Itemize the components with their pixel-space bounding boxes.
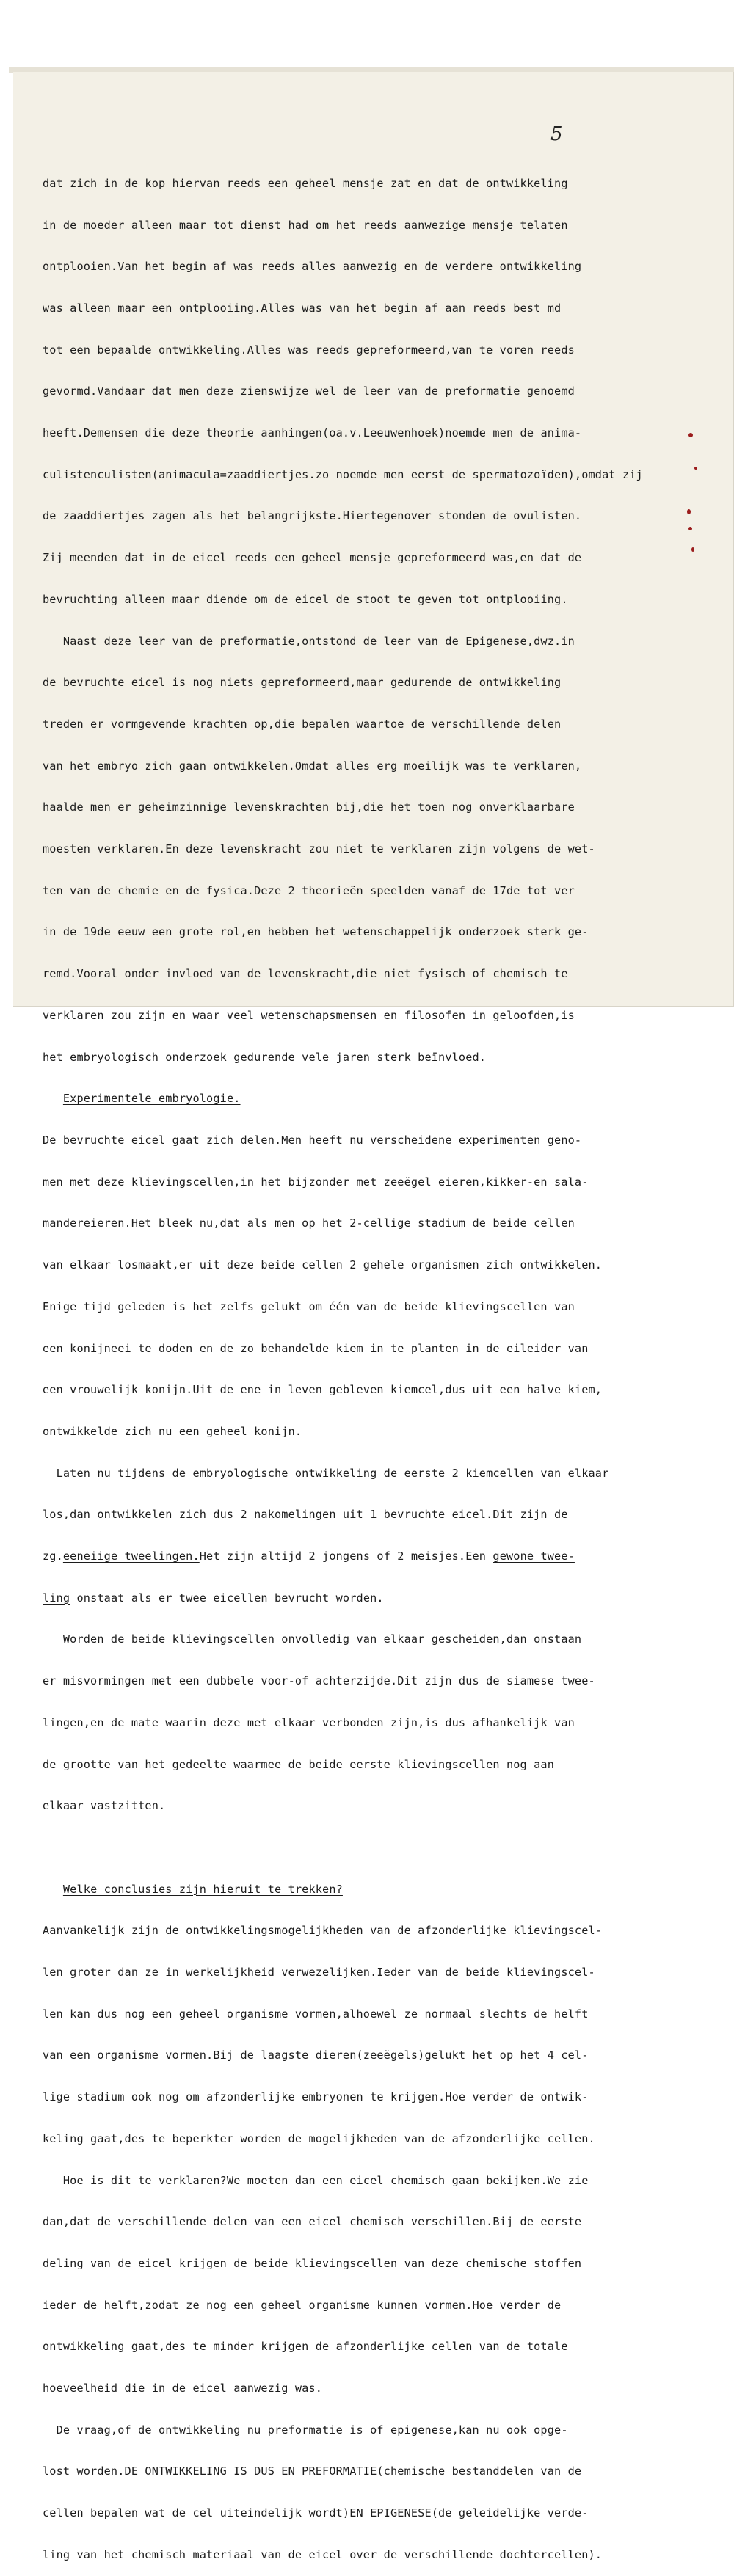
underlined-term-animaculisten: anima- xyxy=(540,426,582,440)
text-line: mandereieren.Het bleek nu,dat als men op het 2-cellige stadium de beide cellen xyxy=(43,1216,575,1230)
section-heading-experimentele xyxy=(43,1092,703,1106)
text-segment: heeft.Demensen die deze theorie aanhingen(oa.v.Leeuwenhoek)noemde men de xyxy=(43,426,541,440)
text-line: Enige tijd geleden is het zelfs gelukt om één van de beide klievingscellen van xyxy=(43,1299,575,1313)
text-line: Naast deze leer van de preformatie,ontstond de leer van de Epigenese,dwz.in xyxy=(43,634,575,648)
text-line: dan,dat de verschillende delen van een eicel chemisch verschillen.Bij de eerste xyxy=(43,2215,582,2229)
ink-stain xyxy=(691,547,694,552)
text-line: van elkaar losmaakt,er uit deze beide cellen 2 gehele organismen zich ontwikkelen. xyxy=(43,1258,603,1272)
blank-line xyxy=(43,1841,703,1855)
text-line: ling van het chemisch materiaal van de eicel over de verschillende dochtercellen). xyxy=(43,2547,603,2561)
text-line: de bevruchte eicel is nog niets gepreformeerd,maar gedurende de ontwikkeling xyxy=(43,676,562,690)
text-segment: onstaat als er twee eicellen bevrucht worden. xyxy=(70,1591,384,1605)
text-line: los,dan ontwikkelen zich dus 2 nakomelingen uit 1 bevruchte eicel.Dit zijn de xyxy=(43,1508,568,1522)
ink-stain xyxy=(688,527,692,530)
ink-stain xyxy=(688,433,693,437)
section-heading-conclusies xyxy=(43,1883,703,1897)
underlined-term-gewone: gewone twee- xyxy=(493,1550,575,1564)
page-number: 5 xyxy=(550,123,563,145)
text-segment: zg. xyxy=(43,1550,63,1564)
text-line: in de moeder alleen maar tot dienst had om het reeds aanwezige mensje telaten xyxy=(43,218,568,232)
underlined-term-culisten: culisten xyxy=(43,467,98,481)
underlined-term-lingen: lingen xyxy=(43,1715,84,1729)
text-line: Zij meenden dat in de eicel reeds een geheel mensje gepreformeerd was,en dat de xyxy=(43,551,582,565)
text-segment: ,en de mate waarin deze met elkaar verbonden zijn,is dus afhankelijk van xyxy=(83,1715,575,1729)
text-line: Hoe is dit te verklaren?We moeten dan een eicel chemisch gaan bekijken.We zie xyxy=(43,2173,589,2187)
text-line: len groter dan ze in werkelijkheid verwezelijken.Ieder van de beide klievingscel- xyxy=(43,1966,595,1980)
ink-stain xyxy=(694,467,697,470)
text-segment: culisten(animacula=zaaddiertjes.zo noemde men eerst de spermatozoïden),omdat zij xyxy=(97,467,643,481)
text-line: men met deze klievingscellen,in het bijzonder met zeeëgel eieren,kikker-en sala- xyxy=(43,1175,589,1189)
text-line: hoeveelheid die in de eicel aanwezig was. xyxy=(43,2382,323,2396)
text-line: lige stadium ook nog om afzonderlijke embryonen te krijgen.Hoe verder de ontwik- xyxy=(43,2090,589,2104)
text-line: De vraag,of de ontwikkeling nu preformatie is of epigenese,kan nu ook opge- xyxy=(43,2423,568,2437)
heading-experimentele-embryologie: Experimentele embryologie. xyxy=(62,1092,241,1106)
text-line: haalde men er geheimzinnige levenskrachten bij,die het toen nog onverklaarbare xyxy=(43,800,575,814)
text-line: een vrouwelijk konijn.Uit de ene in leven gebleven kiemcel,dus uit een halve kiem, xyxy=(43,1383,603,1397)
text-line-ovulisten xyxy=(43,509,703,523)
underlined-term-siamese: siamese twee- xyxy=(506,1674,595,1688)
text-line: ontwikkelde zich nu een geheel konijn. xyxy=(43,1424,302,1438)
text-segment: er misvormingen met een dubbele voor-of achterzijde.Dit zijn dus de xyxy=(43,1674,506,1688)
text-line: gevormd.Vandaar dat men deze zienswijze wel de leer van de preformatie genoemd xyxy=(43,384,575,398)
text-line: ten van de chemie en de fysica.Deze 2 theorieën speelden vanaf de 17de tot ver xyxy=(43,883,575,897)
text-line-lingen xyxy=(43,1716,703,1730)
text-line: De bevruchte eicel gaat zich delen.Men heeft nu verscheidene experimenten geno- xyxy=(43,1133,582,1147)
underlined-term-eeneiige: eeneiige tweelingen. xyxy=(62,1550,200,1564)
text-line-eeneiige xyxy=(43,1550,703,1564)
text-line: ieder de helft,zodat ze nog een geheel organisme kunnen vormen.Hoe verder de xyxy=(43,2298,562,2312)
text-line: moesten verklaren.En deze levenskracht zou niet te verklaren zijn volgens de wet- xyxy=(43,842,595,856)
text-segment: de zaaddiertjes zagen als het belangrijkste.Hiertegenover stonden de xyxy=(43,509,514,523)
text-line: treden er vormgevende krachten op,die bepalen waartoe de verschillende delen xyxy=(43,717,562,731)
ink-stain xyxy=(687,509,691,514)
text-line: het embryologisch onderzoek gedurende vele jaren sterk beïnvloed. xyxy=(43,1050,487,1064)
text-line: bevruchting alleen maar diende om de eicel de stoot te geven tot ontplooiing. xyxy=(43,592,568,606)
text-segment: Het zijn altijd 2 jongens of 2 meisjes.Een xyxy=(199,1550,493,1564)
text-line: Aanvankelijk zijn de ontwikkelingsmogelijkheden van de afzonderlijke klievingscel- xyxy=(43,1924,603,1938)
text-line: elkaar vastzitten. xyxy=(43,1799,166,1813)
text-line-siamese xyxy=(43,1674,703,1688)
text-line: van een organisme vormen.Bij de laagste dieren(zeeëgels)gelukt het op het 4 cel- xyxy=(43,2048,589,2062)
text-line-animaculisten xyxy=(43,426,703,440)
text-line: Laten nu tijdens de embryologische ontwikkeling de eerste 2 kiemcellen van elkaar xyxy=(43,1466,609,1480)
text-line: ontplooien.Van het begin af was reeds alles aanwezig en de verdere ontwikkeling xyxy=(43,260,582,274)
text-line: verklaren zou zijn en waar veel wetenschapsmensen en filosofen in geloofden,is xyxy=(43,1008,575,1022)
text-line-culisten xyxy=(43,468,703,482)
text-line: ontwikkeling gaat,des te minder krijgen de afzonderlijke cellen van de totale xyxy=(43,2340,568,2354)
heading-welke-conclusies: Welke conclusies zijn hieruit te trekken? xyxy=(62,1882,343,1896)
text-line: een konijneei te doden en de zo behandelde kiem in te planten in de eileider van xyxy=(43,1341,589,1355)
text-line: len kan dus nog een geheel organisme vormen,alhoewel ze normaal slechts de helft xyxy=(43,2007,589,2021)
text-line: Worden de beide klievingscellen onvolledig van elkaar gescheiden,dan onstaan xyxy=(43,1632,582,1646)
text-line: tot een bepaalde ontwikkeling.Alles was reeds gepreformeerd,van te voren reeds xyxy=(43,343,575,357)
text-line: was alleen maar een ontplooiing.Alles was van het begin af aan reeds best md xyxy=(43,301,562,315)
text-line: in de 19de eeuw een grote rol,en hebben het wetenschappelijk onderzoek sterk ge- xyxy=(43,925,589,939)
text-line: cellen bepalen wat de cel uiteindelijk wordt)EN EPIGENESE(de geleidelijke verde- xyxy=(43,2506,589,2520)
text-line: keling gaat,des te beperkter worden de mogelijkheden van de afzonderlijke cellen. xyxy=(43,2131,595,2145)
text-line: van het embryo zich gaan ontwikkelen.Omdat alles erg moeilijk was te verklaren, xyxy=(43,759,582,773)
text-line: remd.Vooral onder invloed van de levenskracht,die niet fysisch of chemisch te xyxy=(43,967,568,981)
text-line: lost worden.DE ONTWIKKELING IS DUS EN PREFORMATIE(chemische bestanddelen van de xyxy=(43,2464,582,2478)
text-line-gewone xyxy=(43,1591,703,1605)
text-line: de grootte van het gedeelte waarmee de beide eerste klievingscellen nog aan xyxy=(43,1757,555,1771)
text-line: dat zich in de kop hiervan reeds een geheel mensje zat en dat de ontwikkeling xyxy=(43,176,568,190)
underlined-term-ling: ling xyxy=(43,1591,70,1605)
text-line: deling van de eicel krijgen de beide klievingscellen van deze chemische stoffen xyxy=(43,2256,582,2270)
typewritten-text xyxy=(43,149,703,2576)
underlined-term-ovulisten: ovulisten. xyxy=(513,509,582,523)
